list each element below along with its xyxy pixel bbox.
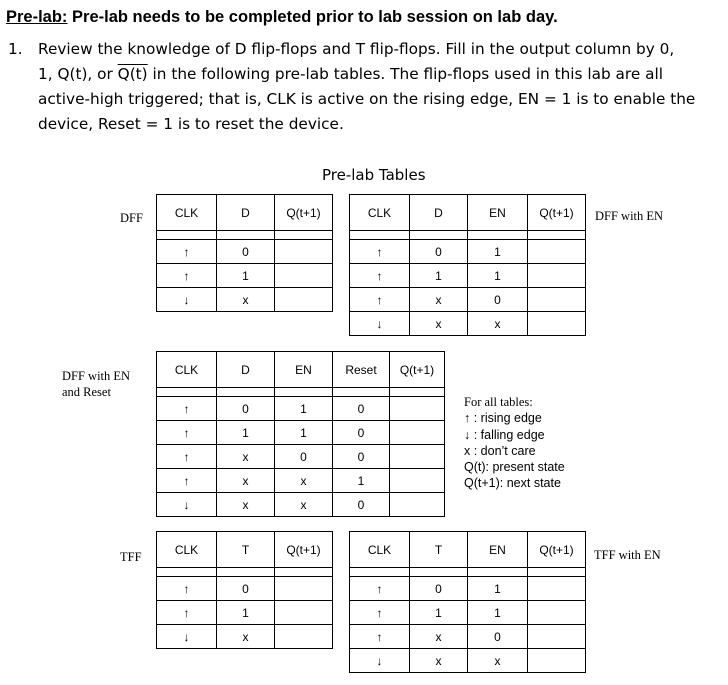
clk-cell: ↑ — [350, 264, 410, 288]
en-cell: x — [275, 493, 333, 517]
question-line-4: device, Reset = 1 is to reset the device. — [38, 115, 344, 133]
output-cell[interactable] — [528, 601, 586, 625]
label-dff-en-reset-line1: DFF with EN — [62, 369, 131, 383]
question-line-2 — [38, 62, 663, 87]
output-cell[interactable] — [275, 577, 333, 601]
clk-cell: ↑ — [157, 264, 217, 288]
t-cell: x — [410, 649, 468, 673]
clk-cell: ↑ — [350, 625, 410, 649]
tff-table — [156, 531, 333, 649]
header-cell: Q(t+1) — [275, 195, 333, 231]
d-cell: 0 — [217, 397, 275, 421]
table-row — [157, 469, 445, 493]
en-cell: 1 — [275, 397, 333, 421]
header-cell: CLK — [350, 532, 410, 568]
en-cell: 0 — [468, 288, 528, 312]
dff-with-en-reset-table — [156, 351, 445, 517]
header-cell: Q(t+1) — [275, 532, 333, 568]
clk-cell: ↓ — [350, 649, 410, 673]
en-cell: 1 — [468, 240, 528, 264]
d-cell: 0 — [217, 240, 275, 264]
header-cell: CLK — [157, 352, 217, 388]
output-cell[interactable] — [528, 312, 586, 336]
d-cell: x — [410, 288, 468, 312]
reset-cell: 0 — [333, 421, 390, 445]
clk-cell: ↑ — [157, 240, 217, 264]
label-tff: TFF — [120, 550, 142, 564]
clk-cell: ↑ — [350, 288, 410, 312]
clk-cell: ↑ — [157, 397, 217, 421]
header-cell: CLK — [157, 532, 217, 568]
question-line-1: Review the knowledge of D flip-flops and T flip-flops. Fill in the output column by 0, — [38, 40, 675, 58]
en-cell: 1 — [275, 421, 333, 445]
en-cell: x — [275, 469, 333, 493]
legend-dont-care: x : don’t care — [464, 443, 536, 458]
output-cell[interactable] — [390, 445, 445, 469]
header-cell: EN — [468, 195, 528, 231]
label-dff-en-reset-line2: and Reset — [62, 385, 111, 399]
reset-cell: 0 — [333, 397, 390, 421]
output-cell[interactable] — [390, 397, 445, 421]
output-cell[interactable] — [390, 469, 445, 493]
legend — [464, 394, 565, 492]
reset-cell: 0 — [333, 493, 390, 517]
tff-with-en-table — [349, 531, 586, 673]
clk-cell: ↓ — [157, 493, 217, 517]
header-cell: CLK — [350, 195, 410, 231]
output-cell[interactable] — [528, 240, 586, 264]
t-cell: 1 — [410, 601, 468, 625]
t-cell: 0 — [410, 577, 468, 601]
legend-title: For all tables: — [464, 395, 533, 409]
table-row — [157, 240, 333, 264]
header-cell: Reset — [333, 352, 390, 388]
table-row — [157, 493, 445, 517]
legend-present-state: Q(t): present state — [464, 460, 565, 475]
output-cell[interactable] — [528, 649, 586, 673]
prelab-label: Pre-lab: — [6, 8, 68, 26]
clk-cell: ↑ — [350, 601, 410, 625]
table-row — [157, 601, 333, 625]
clk-cell: ↓ — [350, 312, 410, 336]
output-cell[interactable] — [275, 601, 333, 625]
en-cell: 1 — [468, 601, 528, 625]
table-row — [157, 397, 445, 421]
table-header-row — [350, 532, 586, 568]
header-cell: T — [410, 532, 468, 568]
output-cell[interactable] — [528, 288, 586, 312]
header-cell: D — [410, 195, 468, 231]
header-cell: EN — [275, 352, 333, 388]
header-cell: Q(t+1) — [528, 195, 586, 231]
table-row — [157, 625, 333, 649]
table-header-row — [157, 195, 333, 231]
q-bar-term: Q(t) — [117, 65, 148, 83]
clk-cell: ↓ — [157, 288, 217, 312]
reset-cell: 1 — [333, 469, 390, 493]
header-cell: Q(t+1) — [528, 532, 586, 568]
clk-cell: ↑ — [157, 469, 217, 493]
t-cell: x — [410, 625, 468, 649]
table-row — [350, 577, 586, 601]
d-cell: 1 — [410, 264, 468, 288]
table-row — [350, 649, 586, 673]
clk-cell: ↓ — [157, 625, 217, 649]
dff-with-en-table — [349, 194, 586, 336]
en-cell: 0 — [275, 445, 333, 469]
clk-cell: ↑ — [157, 445, 217, 469]
output-cell[interactable] — [528, 577, 586, 601]
header-cell: T — [217, 532, 275, 568]
question-line-3: active-high triggered; that is, CLK is active on the rising edge, EN = 1 is to enable the — [38, 90, 696, 108]
table-row — [350, 288, 586, 312]
table-row — [350, 601, 586, 625]
legend-rising-edge: ↑ : rising edge — [464, 411, 542, 426]
d-cell: 1 — [217, 421, 275, 445]
table-row — [157, 421, 445, 445]
header-cell: Q(t+1) — [390, 352, 445, 388]
t-cell: 0 — [217, 577, 275, 601]
table-row — [350, 312, 586, 336]
output-cell[interactable] — [390, 493, 445, 517]
table-row — [157, 288, 333, 312]
table-row — [157, 577, 333, 601]
t-cell: 1 — [217, 601, 275, 625]
label-tff-with-en: TFF with EN — [594, 548, 661, 562]
header-cell: EN — [468, 532, 528, 568]
d-cell: x — [217, 469, 275, 493]
question-line-2-start: 1, Q(t), or — [38, 65, 118, 83]
table-row — [350, 240, 586, 264]
d-cell: x — [217, 288, 275, 312]
clk-cell: ↑ — [350, 240, 410, 264]
en-cell: x — [468, 312, 528, 336]
table-row — [350, 625, 586, 649]
header-cell: D — [217, 352, 275, 388]
en-cell: 1 — [468, 264, 528, 288]
output-cell[interactable] — [390, 421, 445, 445]
d-cell: x — [410, 312, 468, 336]
en-cell: 0 — [468, 625, 528, 649]
d-cell: 0 — [410, 240, 468, 264]
header-cell: CLK — [157, 195, 217, 231]
output-cell[interactable] — [528, 264, 586, 288]
label-dff: DFF — [120, 211, 143, 225]
en-cell: 1 — [468, 577, 528, 601]
clk-cell: ↑ — [157, 577, 217, 601]
table-row — [157, 264, 333, 288]
d-cell: 1 — [217, 264, 275, 288]
table-header-row — [350, 195, 586, 231]
prelab-heading-text: Pre-lab needs to be completed prior to lab session on lab day. — [67, 8, 558, 26]
d-cell: x — [217, 493, 275, 517]
output-cell[interactable] — [275, 625, 333, 649]
table-row — [350, 264, 586, 288]
question-line-2-end: in the following pre-lab tables. The flip-flops used in this lab are all — [147, 65, 664, 83]
clk-cell: ↑ — [157, 601, 217, 625]
page-heading — [6, 6, 722, 28]
tables-title: Pre-lab Tables — [322, 166, 426, 184]
legend-falling-edge: ↓ : falling edge — [464, 427, 545, 442]
output-cell[interactable] — [275, 288, 333, 312]
en-cell: x — [468, 649, 528, 673]
clk-cell: ↑ — [350, 577, 410, 601]
label-dff-with-en: DFF with EN — [595, 209, 664, 223]
output-cell[interactable] — [275, 264, 333, 288]
table-row — [157, 445, 445, 469]
table-header-row — [157, 352, 445, 388]
table-header-row — [157, 532, 333, 568]
header-cell: D — [217, 195, 275, 231]
clk-cell: ↑ — [157, 421, 217, 445]
output-cell[interactable] — [275, 240, 333, 264]
question-number: 1. — [8, 40, 23, 58]
legend-next-state: Q(t+1): next state — [464, 476, 561, 491]
dff-table — [156, 194, 333, 312]
t-cell: x — [217, 625, 275, 649]
output-cell[interactable] — [528, 625, 586, 649]
d-cell: x — [217, 445, 275, 469]
reset-cell: 0 — [333, 445, 390, 469]
